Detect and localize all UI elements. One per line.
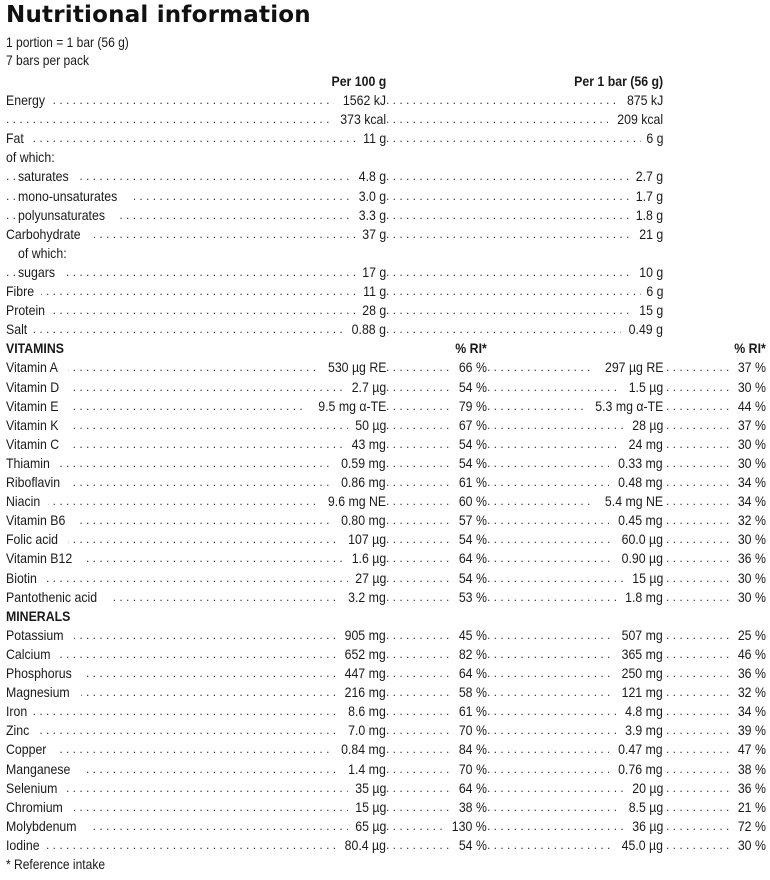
dot-leader	[386, 206, 666, 225]
ri-per-bar: 30 %	[731, 588, 766, 607]
vitamin-row	[0, 358, 770, 377]
ri-per-100g: 45 %	[452, 626, 487, 645]
ri-per-100g: 54 %	[452, 530, 487, 549]
value-per-bar: 875 kJ	[619, 91, 666, 110]
value-per-bar: 297 µg RE	[594, 358, 666, 377]
section-heading: VITAMINS	[6, 339, 75, 358]
value-per-bar: 21 g	[633, 225, 666, 244]
ri-per-bar: 37 %	[731, 416, 766, 435]
value-per-bar: 0.48 mg	[609, 473, 666, 492]
ri-per-bar: 36 %	[731, 549, 766, 568]
value-per-bar: 20 µg	[625, 779, 666, 798]
macro-row	[0, 282, 770, 301]
nutrient-label: Potassium	[6, 626, 74, 645]
vitamin-row	[0, 549, 770, 568]
nutrient-label: Fat	[6, 129, 29, 148]
ri-per-100g: 38 %	[452, 798, 487, 817]
value-per-100g: 2.7 µg	[344, 378, 386, 397]
pack-info: 7 bars per pack	[6, 52, 89, 68]
ri-per-100g: 64 %	[452, 549, 487, 568]
mineral-row	[0, 760, 770, 779]
ri-per-bar: 30 %	[731, 435, 766, 454]
value-per-100g: 11 g	[357, 129, 386, 148]
dot-leader	[6, 454, 386, 473]
value-per-bar: 28 µg	[625, 416, 666, 435]
ri-per-bar: 37 %	[731, 358, 766, 377]
vitamin-row	[0, 397, 770, 416]
value-per-bar: 209 kcal	[608, 110, 666, 129]
value-per-bar: 6 g	[641, 282, 666, 301]
ri-per-bar: 25 %	[731, 626, 766, 645]
macro-row	[0, 91, 770, 110]
dot-leader	[386, 187, 666, 206]
value-per-100g: 3.3 g	[352, 206, 386, 225]
ri-per-bar: 36 %	[731, 779, 766, 798]
value-per-100g: 373 kcal	[331, 110, 386, 129]
ri-per-100g: 58 %	[452, 683, 487, 702]
dot-leader	[386, 263, 666, 282]
value-per-100g: 530 µg RE	[317, 358, 386, 377]
value-per-bar: 8.5 µg	[621, 798, 666, 817]
ri-per-bar: 38 %	[731, 760, 766, 779]
value-per-100g: 50 µg	[348, 416, 386, 435]
value-per-bar: 5.3 mg α-TE	[583, 397, 666, 416]
value-per-100g: 15 µg	[348, 798, 386, 817]
macro-row	[0, 148, 770, 167]
dot-leader	[6, 91, 386, 110]
ri-per-bar: 39 %	[731, 721, 766, 740]
mineral-row	[0, 626, 770, 645]
value-per-bar: 0.49 g	[621, 320, 666, 339]
value-per-bar: 24 mg	[621, 435, 666, 454]
value-per-bar: 121 mg	[613, 683, 666, 702]
nutrient-label: Protein	[6, 301, 53, 320]
macro-row	[0, 129, 770, 148]
value-per-100g: 4.8 g	[352, 167, 386, 186]
nutrient-label: Copper	[6, 740, 55, 759]
ri-per-bar: 30 %	[731, 569, 766, 588]
value-per-100g: 7.0 mg	[340, 721, 386, 740]
vitamin-row	[0, 378, 770, 397]
dot-leader	[386, 225, 666, 244]
value-per-100g: 28 g	[356, 301, 386, 320]
ri-per-100g: 70 %	[452, 760, 487, 779]
ri-per-bar: 30 %	[731, 530, 766, 549]
ri-per-bar: 30 %	[731, 378, 766, 397]
dot-leader	[6, 702, 386, 721]
dot-leader	[386, 129, 666, 148]
value-per-100g: 27 µg	[348, 569, 386, 588]
nutrient-label: sugars	[18, 263, 63, 282]
vitamin-row	[0, 454, 770, 473]
macro-row	[0, 187, 770, 206]
dot-leader	[6, 110, 386, 129]
ri-per-100g: 84 %	[452, 740, 487, 759]
nutrient-label: Vitamin E	[6, 397, 69, 416]
ri-per-bar: 36 %	[731, 664, 766, 683]
mineral-row	[0, 779, 770, 798]
value-per-bar: 1.8 mg	[617, 588, 666, 607]
nutrient-label: Biotin	[6, 569, 44, 588]
mineral-row	[0, 683, 770, 702]
portion-info: 1 portion = 1 bar (56 g)	[6, 34, 129, 50]
value-per-bar: 4.8 mg	[617, 702, 666, 721]
value-per-100g: 9.5 mg α-TE	[306, 397, 386, 416]
nutrient-label: Vitamin B6	[6, 511, 76, 530]
nutrient-label: polyunsaturates	[18, 206, 120, 225]
nutrient-label: Vitamin K	[6, 416, 69, 435]
ri-per-bar: 44 %	[731, 397, 766, 416]
header-per-100g: Per 100 g	[321, 72, 386, 91]
value-per-100g: 905 mg	[336, 626, 386, 645]
nutrient-label: Salt	[6, 320, 33, 339]
nutrient-label: Molybdenum	[6, 817, 89, 836]
nutrient-label: Carbohydrate	[6, 225, 94, 244]
nutrient-label: Chromium	[6, 798, 74, 817]
value-per-bar: 0.90 µg	[613, 549, 666, 568]
ri-per-bar: 30 %	[731, 454, 766, 473]
ri-per-bar: 30 %	[731, 836, 766, 855]
ri-per-100g: 54 %	[452, 454, 487, 473]
value-per-100g: 37 g	[356, 225, 386, 244]
ri-per-100g: 54 %	[452, 836, 487, 855]
value-per-bar: 0.33 mg	[609, 454, 666, 473]
macro-row	[0, 206, 770, 225]
header-per-bar: Per 1 bar (56 g)	[559, 72, 666, 91]
value-per-100g: 447 mg	[336, 664, 386, 683]
ri-per-100g: 60 %	[452, 492, 487, 511]
value-per-100g: 3.2 mg	[340, 588, 386, 607]
dot-leader	[386, 301, 666, 320]
value-per-100g: 1562 kJ	[334, 91, 386, 110]
value-per-100g: 9.6 mg NE	[317, 492, 386, 511]
mineral-row	[0, 798, 770, 817]
nutrient-label: Vitamin B12	[6, 549, 84, 568]
nutrient-label: Iron	[6, 702, 33, 721]
vitamin-row	[0, 588, 770, 607]
vitamin-row	[0, 530, 770, 549]
ri-per-100g: 64 %	[452, 779, 487, 798]
value-per-bar: 365 mg	[613, 645, 666, 664]
macro-row	[0, 167, 770, 186]
nutrient-label: Manganese	[6, 760, 82, 779]
value-per-bar: 0.45 mg	[609, 511, 666, 530]
mineral-row	[0, 664, 770, 683]
value-per-bar: 15 g	[633, 301, 666, 320]
value-per-100g: 652 mg	[336, 645, 386, 664]
value-per-100g: 17 g	[356, 263, 386, 282]
value-per-100g: 0.84 mg	[332, 740, 386, 759]
value-per-100g: 80.4 µg	[336, 836, 386, 855]
nutrient-label: of which:	[6, 148, 64, 167]
ri-per-bar: 47 %	[731, 740, 766, 759]
footnote: * Reference intake	[6, 856, 106, 872]
nutrient-label: Pantothenic acid	[6, 588, 113, 607]
minerals-heading-row	[0, 607, 770, 626]
dot-leader	[6, 282, 386, 301]
value-per-bar: 36 µg	[625, 817, 666, 836]
ri-per-bar: 34 %	[731, 473, 766, 492]
dot-leader	[6, 645, 386, 664]
mineral-row	[0, 836, 770, 855]
header-ri-per-bar: % RI*	[727, 339, 766, 358]
value-per-bar: 5.4 mg NE	[594, 492, 666, 511]
value-per-100g: 3.0 g	[352, 187, 386, 206]
nutrient-label: mono-unsaturates	[18, 187, 134, 206]
dot-leader	[386, 282, 666, 301]
ri-per-100g: 61 %	[452, 702, 487, 721]
ri-per-100g: 70 %	[452, 721, 487, 740]
dot-leader	[6, 836, 386, 855]
nutrient-label: saturates	[18, 167, 79, 186]
macro-row	[0, 244, 770, 263]
vitamin-row	[0, 511, 770, 530]
mineral-row	[0, 645, 770, 664]
ri-per-100g: 130 %	[444, 817, 487, 836]
dot-leader	[6, 320, 386, 339]
ri-per-100g: 66 %	[452, 358, 487, 377]
dot-leader	[6, 569, 386, 588]
value-per-bar: 1.8 g	[629, 206, 666, 225]
header-ri-per-100g: % RI*	[448, 339, 487, 358]
nutrient-label: Fibre	[6, 282, 41, 301]
dot-leader	[6, 301, 386, 320]
ri-per-bar: 34 %	[731, 702, 766, 721]
vitamins-heading-row	[0, 339, 770, 358]
value-per-bar: 0.47 mg	[609, 740, 666, 759]
nutrient-label: Phosphorus	[6, 664, 84, 683]
value-per-bar: 6 g	[641, 129, 666, 148]
dot-leader	[6, 740, 386, 759]
value-per-100g: 1.6 µg	[344, 549, 386, 568]
nutrient-label: Riboflavin	[6, 473, 70, 492]
mineral-row	[0, 721, 770, 740]
dot-leader	[386, 167, 666, 186]
nutrient-label: Calcium	[6, 645, 60, 664]
ri-per-bar: 72 %	[731, 817, 766, 836]
value-per-100g: 43 mg	[344, 435, 386, 454]
ri-per-100g: 82 %	[452, 645, 487, 664]
vitamin-row	[0, 416, 770, 435]
nutrient-label: of which:	[18, 244, 76, 263]
nutrient-label: Magnesium	[6, 683, 81, 702]
value-per-100g: 216 mg	[336, 683, 386, 702]
ri-per-100g: 79 %	[452, 397, 487, 416]
ri-per-bar: 34 %	[731, 492, 766, 511]
value-per-bar: 2.7 g	[629, 167, 666, 186]
value-per-100g: 11 g	[357, 282, 386, 301]
value-per-bar: 45.0 µg	[613, 836, 666, 855]
value-per-100g: 65 µg	[348, 817, 386, 836]
vitamin-row	[0, 492, 770, 511]
value-per-bar: 250 mg	[613, 664, 666, 683]
vitamin-row	[0, 473, 770, 492]
ri-per-bar: 32 %	[731, 511, 766, 530]
ri-per-100g: 53 %	[452, 588, 487, 607]
nutrient-label: Folic acid	[6, 530, 68, 549]
nutrient-label: Zinc	[6, 721, 35, 740]
ri-per-100g: 54 %	[452, 378, 487, 397]
ri-per-bar: 32 %	[731, 683, 766, 702]
nutrient-label: Vitamin D	[6, 378, 69, 397]
mineral-row	[0, 740, 770, 759]
value-per-100g: 35 µg	[348, 779, 386, 798]
value-per-bar: 0.76 mg	[609, 760, 666, 779]
macro-row	[0, 263, 770, 282]
nutrient-label: Niacin	[6, 492, 48, 511]
value-per-bar: 10 g	[633, 263, 666, 282]
value-per-100g: 0.59 mg	[332, 454, 386, 473]
nutrient-label: Iodine	[6, 836, 47, 855]
value-per-100g: 0.80 mg	[332, 511, 386, 530]
vitamin-row	[0, 569, 770, 588]
page-title: Nutritional information	[6, 2, 311, 28]
ri-per-100g: 67 %	[452, 416, 487, 435]
nutrient-label: Vitamin C	[6, 435, 69, 454]
value-per-bar: 60.0 µg	[613, 530, 666, 549]
nutrient-label: Energy	[6, 91, 53, 110]
macro-row	[0, 110, 770, 129]
vitamin-row	[0, 435, 770, 454]
value-per-bar: 1.7 g	[629, 187, 666, 206]
value-per-100g: 0.88 g	[344, 320, 386, 339]
ri-per-100g: 54 %	[452, 435, 487, 454]
value-per-bar: 15 µg	[625, 569, 666, 588]
ri-per-100g: 54 %	[452, 569, 487, 588]
value-per-100g: 107 µg	[340, 530, 386, 549]
dot-leader	[6, 721, 386, 740]
nutrient-label: Thiamin	[6, 454, 59, 473]
value-per-bar: 3.9 mg	[617, 721, 666, 740]
value-per-bar: 1.5 µg	[621, 378, 666, 397]
ri-per-bar: 46 %	[731, 645, 766, 664]
ri-per-100g: 61 %	[452, 473, 487, 492]
nutrient-label: Selenium	[6, 779, 67, 798]
section-heading: MINERALS	[6, 607, 82, 626]
macro-row	[0, 225, 770, 244]
macro-row	[0, 320, 770, 339]
mineral-row	[0, 702, 770, 721]
dot-leader	[6, 129, 386, 148]
value-per-100g: 1.4 mg	[340, 760, 386, 779]
macro-row	[0, 301, 770, 320]
ri-per-100g: 57 %	[452, 511, 487, 530]
value-per-bar: 507 mg	[613, 626, 666, 645]
ri-per-100g: 64 %	[452, 664, 487, 683]
column-header-row	[0, 72, 770, 91]
ri-per-bar: 21 %	[731, 798, 766, 817]
nutrient-label: Vitamin A	[6, 358, 68, 377]
mineral-row	[0, 817, 770, 836]
value-per-100g: 8.6 mg	[340, 702, 386, 721]
value-per-100g: 0.86 mg	[332, 473, 386, 492]
